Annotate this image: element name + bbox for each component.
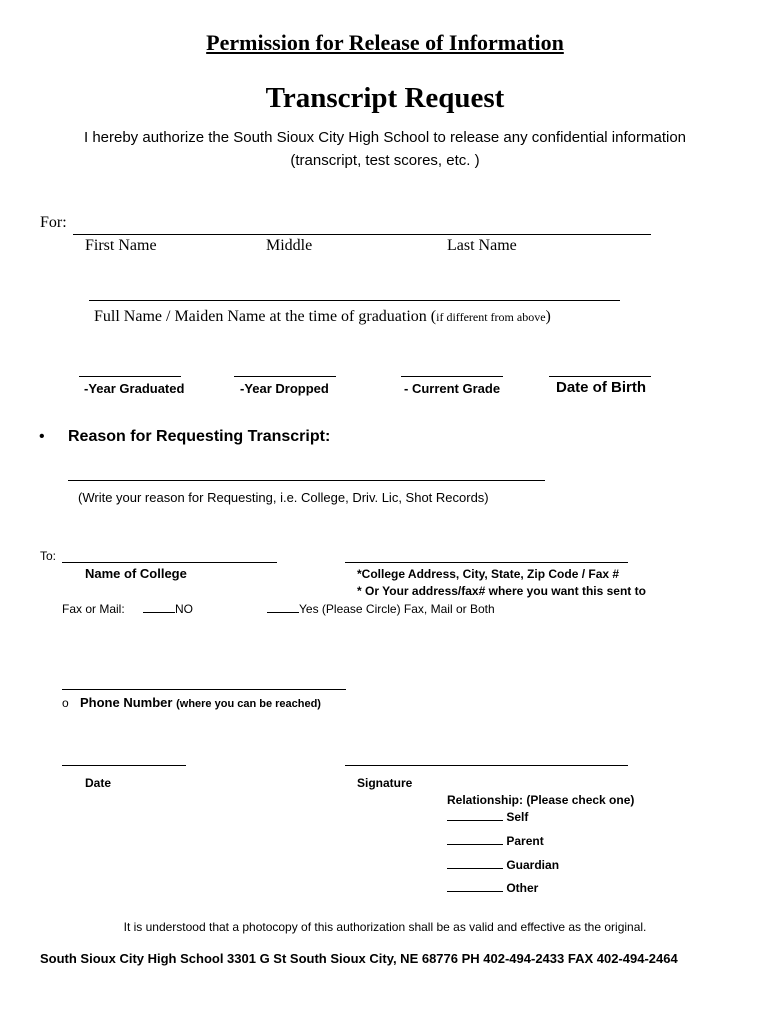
date-input-line[interactable]: [62, 765, 186, 766]
form-title: Permission for Release of Information: [206, 30, 564, 55]
signature-label: Signature: [357, 776, 413, 790]
maiden-name-input-line[interactable]: [89, 300, 620, 301]
date-of-birth-label: Date of Birth: [556, 379, 646, 396]
authorization-line-2: (transcript, test scores, etc. ): [290, 152, 480, 169]
fax-yes-option[interactable]: Yes (Please Circle) Fax, Mail or Both: [267, 602, 495, 616]
relationship-option-self[interactable]: Self: [447, 810, 528, 824]
date-label: Date: [85, 776, 112, 790]
form-subtitle: Transcript Request: [265, 82, 505, 114]
to-label: To:: [40, 549, 57, 563]
own-address-note: * Or Your address/fax# where you want this sent to: [357, 584, 646, 598]
school-contact-footer: South Sioux City High School 3301 G St South Sioux City, NE 68776 PH 402-494-2433 FAX 402-494-2464: [40, 951, 678, 966]
name-input-line[interactable]: [73, 234, 651, 235]
college-address-input-line[interactable]: [345, 562, 628, 563]
relationship-option-parent[interactable]: Parent: [447, 834, 544, 848]
authorization-line-1: I hereby authorize the South Sioux City High School to release any confidential information: [83, 129, 686, 146]
circle-bullet-icon: o: [62, 696, 69, 710]
for-label: For:: [40, 214, 67, 231]
year-graduated-input-line[interactable]: [79, 376, 181, 377]
reason-heading: Reason for Requesting Transcript:: [68, 428, 331, 445]
phone-number-label: Phone Number (where you can be reached): [80, 695, 321, 710]
current-grade-input-line[interactable]: [401, 376, 503, 377]
reason-input-line[interactable]: [68, 480, 545, 481]
college-name-input-line[interactable]: [62, 562, 277, 563]
reason-hint: (Write your reason for Requesting, i.e. College, Driv. Lic, Shot Records): [78, 490, 489, 505]
fax-no-option[interactable]: NO: [143, 602, 193, 616]
maiden-name-label: Full Name / Maiden Name at the time of graduation (if different from above): [94, 308, 551, 325]
bullet-icon: •: [39, 428, 45, 445]
relationship-option-guardian[interactable]: Guardian: [447, 858, 559, 872]
year-graduated-label: -Year Graduated: [84, 381, 185, 396]
first-name-label: First Name: [85, 237, 157, 254]
name-of-college-label: Name of College: [85, 566, 187, 581]
relationship-option-other[interactable]: Other: [447, 881, 538, 895]
current-grade-label: - Current Grade: [404, 381, 501, 396]
college-address-note: *College Address, City, State, Zip Code / Fax #: [357, 567, 620, 581]
fax-or-mail-label: Fax or Mail:: [62, 602, 125, 616]
relationship-label: Relationship: (Please check one): [447, 793, 635, 807]
date-of-birth-input-line[interactable]: [549, 376, 651, 377]
photocopy-note: It is understood that a photocopy of this authorization shall be as valid and effective as the original.: [123, 920, 647, 934]
phone-input-line[interactable]: [62, 689, 346, 690]
signature-input-line[interactable]: [345, 765, 628, 766]
year-dropped-label: -Year Dropped: [240, 381, 329, 396]
last-name-label: Last Name: [447, 237, 517, 254]
middle-name-label: Middle: [266, 237, 313, 254]
year-dropped-input-line[interactable]: [234, 376, 336, 377]
